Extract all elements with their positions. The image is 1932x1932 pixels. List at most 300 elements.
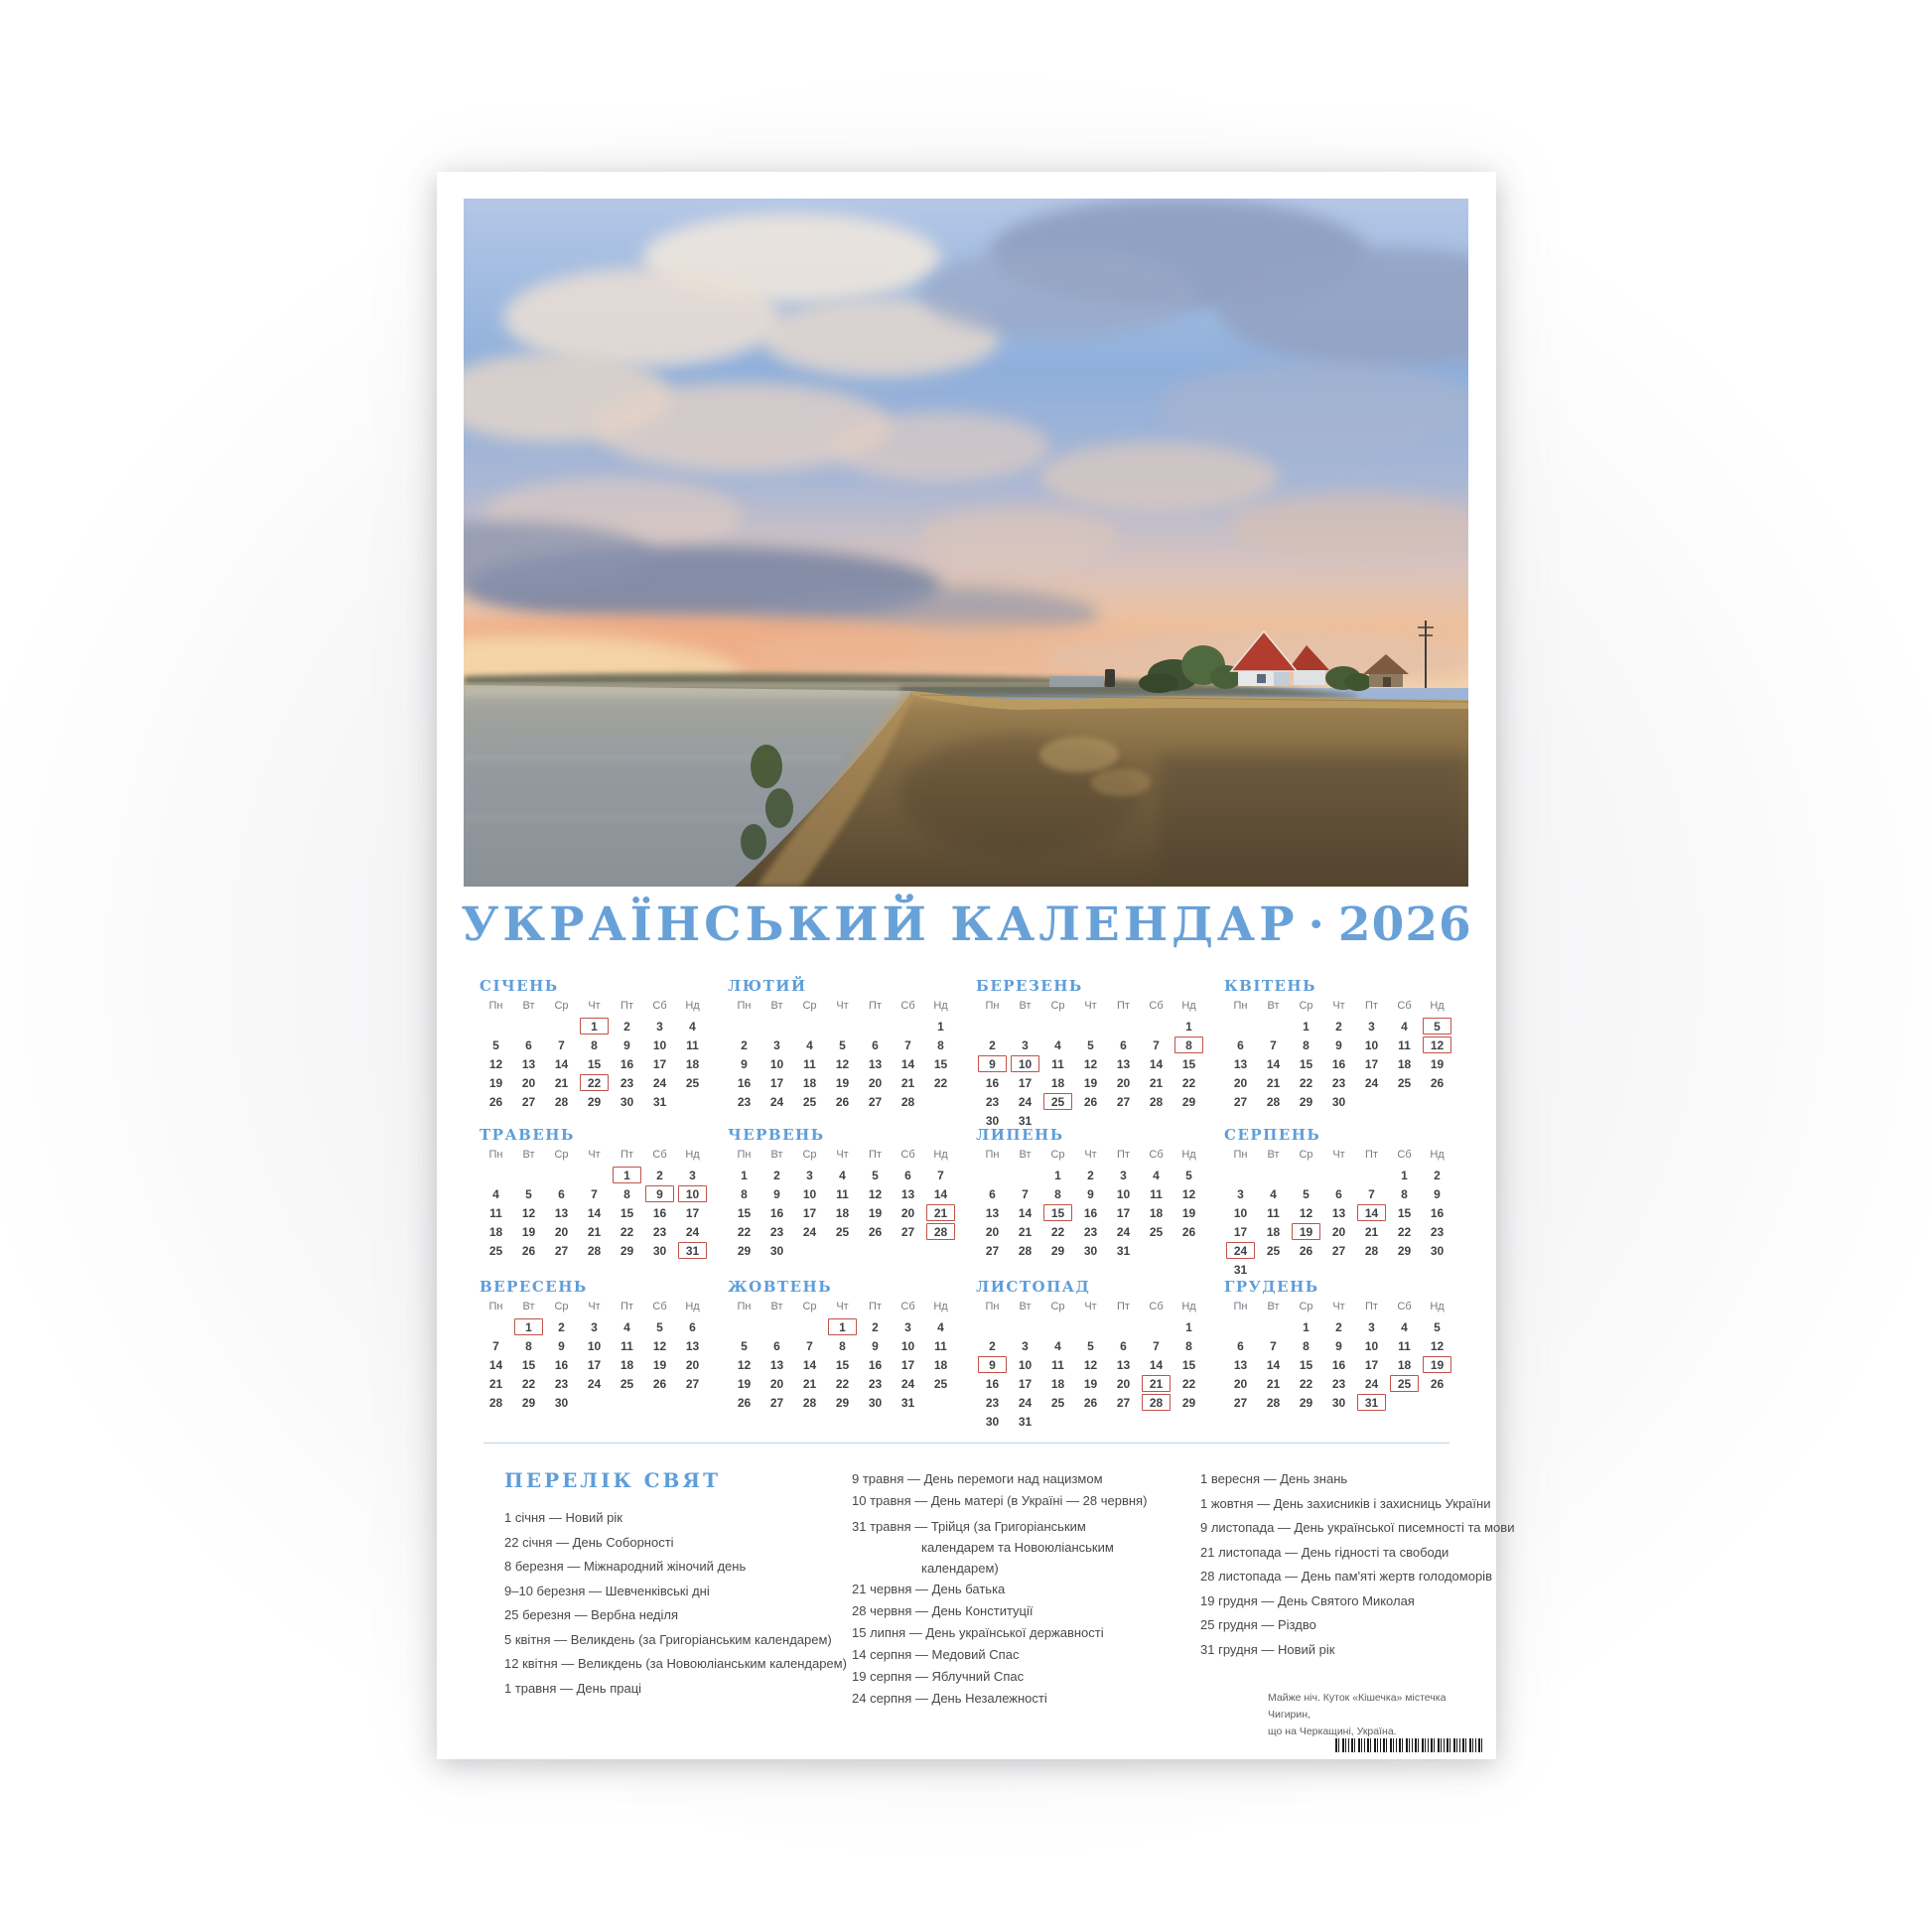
- day-cell: [1041, 1355, 1074, 1374]
- day-number: 22: [1050, 1224, 1065, 1239]
- day-number: 20: [900, 1205, 915, 1220]
- day-cell: [1421, 1317, 1453, 1336]
- day-number: 29: [587, 1094, 602, 1109]
- day-number: 11: [1267, 1205, 1280, 1220]
- day-number: 22: [933, 1075, 948, 1090]
- day-number: 18: [933, 1357, 948, 1372]
- day-number: 17: [1364, 1056, 1379, 1071]
- day-number: 4: [937, 1319, 944, 1334]
- day-number: 12: [488, 1056, 503, 1071]
- day-number: 23: [554, 1376, 569, 1391]
- holiday-column-2: [852, 1472, 1162, 1714]
- day-number: 18: [802, 1075, 817, 1090]
- day-number: 9: [558, 1338, 565, 1353]
- day-cell: [826, 1073, 859, 1092]
- day-cell: [826, 1166, 859, 1184]
- week-row: [976, 1017, 1205, 1035]
- day-cell: [976, 1393, 1009, 1412]
- day-number: 9: [872, 1338, 879, 1353]
- day-cell: [611, 1374, 643, 1393]
- day-number: 8: [741, 1186, 748, 1201]
- holiday-highlight-box: 1: [580, 1018, 609, 1035]
- day-cell: [859, 1355, 892, 1374]
- day-cell: [1140, 1374, 1173, 1393]
- day-cell: [676, 1374, 709, 1393]
- day-number: 11: [489, 1205, 502, 1220]
- week-row: [1224, 1092, 1453, 1111]
- day-number: 3: [1022, 1338, 1029, 1353]
- day-number: 26: [835, 1094, 850, 1109]
- day-cell: [1173, 1393, 1205, 1412]
- section-divider: [483, 1443, 1449, 1444]
- day-cell: [643, 1374, 676, 1393]
- week-row: [728, 1054, 957, 1073]
- day-cell: [760, 1241, 793, 1260]
- day-cell: [1173, 1073, 1205, 1092]
- photo-caption-line1: Майже ніч. Куток «Кішечка» містечка Чигирин,: [1268, 1692, 1447, 1721]
- day-cell: [512, 1035, 545, 1054]
- day-cell: [1074, 1092, 1107, 1111]
- day-cell: [512, 1203, 545, 1222]
- day-number: 25: [802, 1094, 817, 1109]
- day-cell: [1140, 1393, 1173, 1412]
- day-cell: [1290, 1054, 1322, 1073]
- weekday-label: Пт: [1117, 1301, 1130, 1312]
- day-cell: [1290, 1355, 1322, 1374]
- day-number: 26: [488, 1094, 503, 1109]
- week-row: [728, 1355, 957, 1374]
- day-cell: [1224, 1203, 1257, 1222]
- day-number: 27: [1116, 1395, 1131, 1410]
- day-number: 23: [1083, 1224, 1098, 1239]
- day-number: 7: [1368, 1186, 1375, 1201]
- day-cell: [1107, 1241, 1140, 1260]
- day-number: 18: [1266, 1224, 1281, 1239]
- day-number: 8: [1303, 1338, 1310, 1353]
- day-number: 9: [773, 1186, 780, 1201]
- day-number: 29: [521, 1395, 536, 1410]
- empty-day-cell: [1257, 1166, 1290, 1184]
- day-number: 11: [621, 1338, 633, 1353]
- day-number: 11: [1398, 1338, 1411, 1353]
- day-cell: [676, 1317, 709, 1336]
- day-cell: [643, 1166, 676, 1184]
- empty-day-cell: [578, 1166, 611, 1184]
- day-number: 10: [1018, 1357, 1033, 1372]
- day-cell: [1140, 1092, 1173, 1111]
- day-cell: [1074, 1184, 1107, 1203]
- day-cell: [1224, 1393, 1257, 1412]
- day-cell: [924, 1017, 957, 1035]
- day-number: 27: [685, 1376, 700, 1391]
- day-number: 17: [1364, 1357, 1379, 1372]
- day-number: 30: [985, 1113, 1000, 1128]
- week-row: [480, 1035, 709, 1054]
- day-number: 26: [1430, 1075, 1445, 1090]
- month-10: [728, 1279, 957, 1412]
- day-cell: [676, 1184, 709, 1203]
- day-number: 27: [900, 1224, 915, 1239]
- day-cell: [480, 1203, 512, 1222]
- weekday-label: Вт: [770, 1000, 783, 1012]
- day-number: 28: [1149, 1094, 1164, 1109]
- week-row: [728, 1222, 957, 1241]
- day-cell: [1421, 1017, 1453, 1035]
- day-cell: [1388, 1222, 1421, 1241]
- empty-day-cell: [512, 1017, 545, 1035]
- week-row: [1224, 1355, 1453, 1374]
- day-cell: [1388, 1336, 1421, 1355]
- poster-year: 2026: [1337, 897, 1472, 952]
- day-cell: [1322, 1222, 1355, 1241]
- sea-horizon-glow: [464, 685, 900, 697]
- holiday-highlight-box: 19: [1423, 1356, 1451, 1373]
- day-number: 15: [1299, 1357, 1313, 1372]
- day-cell: [826, 1222, 859, 1241]
- weekday-label: Пн: [1233, 1149, 1248, 1161]
- empty-day-cell: [793, 1017, 826, 1035]
- day-cell: [1107, 1054, 1140, 1073]
- day-number: 21: [802, 1376, 817, 1391]
- day-number: 18: [1050, 1376, 1065, 1391]
- weekday-label: Ср: [1299, 1149, 1313, 1161]
- day-number: 8: [1185, 1338, 1192, 1353]
- day-number: 27: [868, 1094, 883, 1109]
- day-cell: [1421, 1355, 1453, 1374]
- day-number: 7: [1153, 1037, 1160, 1052]
- day-number: 29: [1181, 1395, 1196, 1410]
- day-number: 16: [652, 1205, 667, 1220]
- day-cell: [1355, 1017, 1388, 1035]
- weekday-label: Сб: [652, 1149, 667, 1161]
- day-cell: [1107, 1166, 1140, 1184]
- day-cell: [1421, 1073, 1453, 1092]
- weekday-label: Пт: [1117, 1000, 1130, 1012]
- day-number: 6: [904, 1168, 911, 1182]
- day-cell: [793, 1166, 826, 1184]
- week-row: [976, 1203, 1205, 1222]
- day-cell: [480, 1184, 512, 1203]
- day-number: 31: [1233, 1262, 1248, 1277]
- day-cell: [512, 1073, 545, 1092]
- day-cell: [1041, 1393, 1074, 1412]
- weekday-label: Чт: [588, 1301, 601, 1312]
- day-number: 5: [525, 1186, 532, 1201]
- day-cell: [1173, 1054, 1205, 1073]
- day-number: 12: [1299, 1205, 1313, 1220]
- day-number: 6: [525, 1037, 532, 1052]
- day-number: 27: [1233, 1094, 1248, 1109]
- week-row: [480, 1017, 709, 1035]
- day-number: 16: [1331, 1357, 1346, 1372]
- day-cell: [1421, 1054, 1453, 1073]
- holiday-item: 9 листопада — День української писемності та мови: [1200, 1520, 1515, 1535]
- holiday-item: 24 серпня — День Незалежності: [852, 1691, 1047, 1706]
- day-cell: [1041, 1092, 1074, 1111]
- day-number: 13: [1116, 1056, 1131, 1071]
- day-cell: [793, 1355, 826, 1374]
- day-cell: [512, 1092, 545, 1111]
- weekday-header-row: [976, 1000, 1205, 1014]
- day-cell: [859, 1054, 892, 1073]
- day-number: 28: [587, 1243, 602, 1258]
- day-cell: [1290, 1393, 1322, 1412]
- empty-day-cell: [1290, 1166, 1322, 1184]
- day-number: 24: [587, 1376, 602, 1391]
- day-number: 14: [587, 1205, 602, 1220]
- day-cell: [1107, 1035, 1140, 1054]
- weekday-label: Пт: [621, 1149, 633, 1161]
- day-number: 11: [686, 1037, 699, 1052]
- day-number: 1: [1303, 1019, 1310, 1034]
- week-row: [480, 1166, 709, 1184]
- weekday-label: Нд: [933, 1301, 948, 1312]
- day-cell: [760, 1054, 793, 1073]
- empty-day-cell: [480, 1317, 512, 1336]
- day-cell: [1173, 1336, 1205, 1355]
- day-number: 30: [620, 1094, 634, 1109]
- day-number: 24: [1116, 1224, 1131, 1239]
- weekday-label: Пн: [488, 1149, 503, 1161]
- holiday-highlight-box: 1: [613, 1167, 641, 1183]
- day-cell: [760, 1393, 793, 1412]
- day-cell: [1107, 1336, 1140, 1355]
- day-number: 22: [737, 1224, 752, 1239]
- day-cell: [480, 1336, 512, 1355]
- day-number: 4: [492, 1186, 499, 1201]
- day-number: 9: [1335, 1338, 1342, 1353]
- day-number: 26: [1430, 1376, 1445, 1391]
- day-number: 19: [1181, 1205, 1196, 1220]
- day-cell: [924, 1166, 957, 1184]
- day-number: 26: [1299, 1243, 1313, 1258]
- weekday-label: Чт: [588, 1149, 601, 1161]
- week-row: [1224, 1336, 1453, 1355]
- day-cell: [1355, 1317, 1388, 1336]
- day-number: 30: [554, 1395, 569, 1410]
- weekday-label: Ср: [1050, 1301, 1065, 1312]
- day-number: 14: [933, 1186, 948, 1201]
- empty-day-cell: [1224, 1166, 1257, 1184]
- day-cell: [643, 1222, 676, 1241]
- weekday-label: Вт: [770, 1149, 783, 1161]
- day-number: 13: [1331, 1205, 1346, 1220]
- day-number: 24: [1364, 1376, 1379, 1391]
- day-cell: [1290, 1092, 1322, 1111]
- day-number: 25: [488, 1243, 503, 1258]
- day-cell: [826, 1035, 859, 1054]
- day-cell: [1355, 1203, 1388, 1222]
- holiday-highlight-box: 9: [978, 1356, 1007, 1373]
- day-number: 24: [900, 1376, 915, 1391]
- day-number: 24: [652, 1075, 667, 1090]
- day-cell: [545, 1073, 578, 1092]
- day-cell: [793, 1184, 826, 1203]
- day-number: 6: [689, 1319, 696, 1334]
- day-cell: [1421, 1336, 1453, 1355]
- day-number: 12: [835, 1056, 850, 1071]
- weekday-label: Сб: [652, 1000, 667, 1012]
- weekday-label: Ср: [802, 1149, 817, 1161]
- day-number: 24: [685, 1224, 700, 1239]
- week-row: [728, 1374, 957, 1393]
- day-number: 26: [652, 1376, 667, 1391]
- day-number: 19: [1083, 1075, 1098, 1090]
- day-cell: [1009, 1054, 1041, 1073]
- day-cell: [1224, 1092, 1257, 1111]
- day-number: 26: [521, 1243, 536, 1258]
- holiday-item: 1 жовтня — День захисників і захисниць України: [1200, 1495, 1491, 1511]
- empty-day-cell: [480, 1166, 512, 1184]
- day-cell: [643, 1017, 676, 1035]
- day-number: 21: [1266, 1075, 1281, 1090]
- day-cell: [480, 1241, 512, 1260]
- day-cell: [1290, 1317, 1322, 1336]
- day-number: 23: [868, 1376, 883, 1391]
- day-number: 27: [1233, 1395, 1248, 1410]
- day-number: 25: [620, 1376, 634, 1391]
- day-number: 4: [1054, 1338, 1061, 1353]
- weekday-header-row: [1224, 1000, 1453, 1014]
- day-cell: [1290, 1035, 1322, 1054]
- day-cell: [892, 1355, 924, 1374]
- day-number: 7: [1153, 1338, 1160, 1353]
- weekday-label: Чт: [1084, 1301, 1097, 1312]
- day-cell: [1388, 1355, 1421, 1374]
- week-row: [728, 1336, 957, 1355]
- weekday-label: Нд: [933, 1149, 948, 1161]
- day-number: 5: [1303, 1186, 1310, 1201]
- day-number: 9: [623, 1037, 630, 1052]
- day-cell: [545, 1054, 578, 1073]
- weekday-label: Чт: [1332, 1301, 1345, 1312]
- day-number: 2: [1434, 1168, 1441, 1182]
- day-cell: [1290, 1203, 1322, 1222]
- day-number: 16: [985, 1376, 1000, 1391]
- weekday-label: Сб: [1397, 1149, 1412, 1161]
- weekday-label: Ср: [554, 1149, 569, 1161]
- empty-day-cell: [1074, 1317, 1107, 1336]
- day-number: 4: [1153, 1168, 1160, 1182]
- weekday-label: Пн: [1233, 1301, 1248, 1312]
- day-number: 20: [1233, 1376, 1248, 1391]
- day-number: 4: [1054, 1037, 1061, 1052]
- day-number: 23: [769, 1224, 784, 1239]
- day-number: 19: [1430, 1056, 1445, 1071]
- day-number: 29: [1299, 1395, 1313, 1410]
- month-name: БЕРЕЗЕНЬ: [976, 977, 1083, 995]
- day-cell: [859, 1317, 892, 1336]
- holiday-highlight-box: 21: [1142, 1375, 1171, 1392]
- empty-day-cell: [1041, 1317, 1074, 1336]
- day-cell: [1140, 1336, 1173, 1355]
- weekday-label: Чт: [836, 1301, 849, 1312]
- day-number: 10: [1116, 1186, 1131, 1201]
- day-cell: [1355, 1054, 1388, 1073]
- day-number: 22: [1397, 1224, 1412, 1239]
- day-cell: [643, 1073, 676, 1092]
- week-row: [1224, 1184, 1453, 1203]
- month-name: ГРУДЕНЬ: [1224, 1278, 1319, 1296]
- weekday-label: Сб: [1149, 1301, 1164, 1312]
- day-number: 2: [656, 1168, 663, 1182]
- day-cell: [676, 1073, 709, 1092]
- week-row: [1224, 1054, 1453, 1073]
- day-number: 9: [741, 1056, 748, 1071]
- day-number: 23: [620, 1075, 634, 1090]
- month-9: [480, 1279, 709, 1412]
- weekday-label: Нд: [1430, 1149, 1445, 1161]
- month-7: [976, 1127, 1205, 1260]
- day-cell: [1041, 1203, 1074, 1222]
- day-number: 6: [1237, 1037, 1244, 1052]
- day-number: 4: [806, 1037, 813, 1052]
- day-cell: [1074, 1241, 1107, 1260]
- day-number: 25: [1149, 1224, 1164, 1239]
- day-cell: [728, 1222, 760, 1241]
- day-number: 12: [868, 1186, 883, 1201]
- day-number: 17: [1018, 1376, 1033, 1391]
- empty-day-cell: [1041, 1017, 1074, 1035]
- week-row: [480, 1336, 709, 1355]
- holiday-item: 25 грудня — Різдво: [1200, 1617, 1316, 1632]
- weekday-label: Ср: [802, 1301, 817, 1312]
- holiday-highlight-box: 31: [1357, 1394, 1386, 1411]
- week-row: [480, 1393, 709, 1412]
- day-cell: [976, 1203, 1009, 1222]
- weekday-label: Нд: [1181, 1000, 1196, 1012]
- empty-day-cell: [1355, 1166, 1388, 1184]
- day-cell: [892, 1073, 924, 1092]
- day-cell: [1257, 1241, 1290, 1260]
- day-number: 17: [900, 1357, 915, 1372]
- weekday-label: Пт: [869, 1000, 882, 1012]
- weekday-label: Пн: [488, 1301, 503, 1312]
- empty-day-cell: [545, 1166, 578, 1184]
- empty-day-cell: [1224, 1017, 1257, 1035]
- month-name: КВІТЕНЬ: [1224, 977, 1316, 995]
- day-cell: [1257, 1393, 1290, 1412]
- day-number: 12: [1181, 1186, 1196, 1201]
- day-cell: [826, 1054, 859, 1073]
- day-cell: [545, 1035, 578, 1054]
- week-row: [976, 1166, 1205, 1184]
- holiday-item: 1 вересня — День знань: [1200, 1471, 1348, 1486]
- day-cell: [826, 1317, 859, 1336]
- day-number: 2: [1335, 1319, 1342, 1334]
- day-number: 6: [773, 1338, 780, 1353]
- day-number: 16: [985, 1075, 1000, 1090]
- day-cell: [480, 1393, 512, 1412]
- day-number: 11: [803, 1056, 816, 1071]
- weekday-label: Пт: [621, 1301, 633, 1312]
- holiday-item: 21 листопада — День гідності та свободи: [1200, 1544, 1449, 1560]
- day-cell: [976, 1374, 1009, 1393]
- day-cell: [1140, 1222, 1173, 1241]
- day-number: 8: [839, 1338, 846, 1353]
- weekday-label: Сб: [900, 1000, 915, 1012]
- weekday-label: Пн: [1233, 1000, 1248, 1012]
- day-number: 21: [587, 1224, 602, 1239]
- day-number: 16: [769, 1205, 784, 1220]
- weekday-label: Нд: [1430, 1301, 1445, 1312]
- day-cell: [859, 1203, 892, 1222]
- day-number: 22: [1181, 1376, 1196, 1391]
- day-cell: [976, 1222, 1009, 1241]
- day-number: 28: [900, 1094, 915, 1109]
- day-number: 27: [521, 1094, 536, 1109]
- day-cell: [1173, 1222, 1205, 1241]
